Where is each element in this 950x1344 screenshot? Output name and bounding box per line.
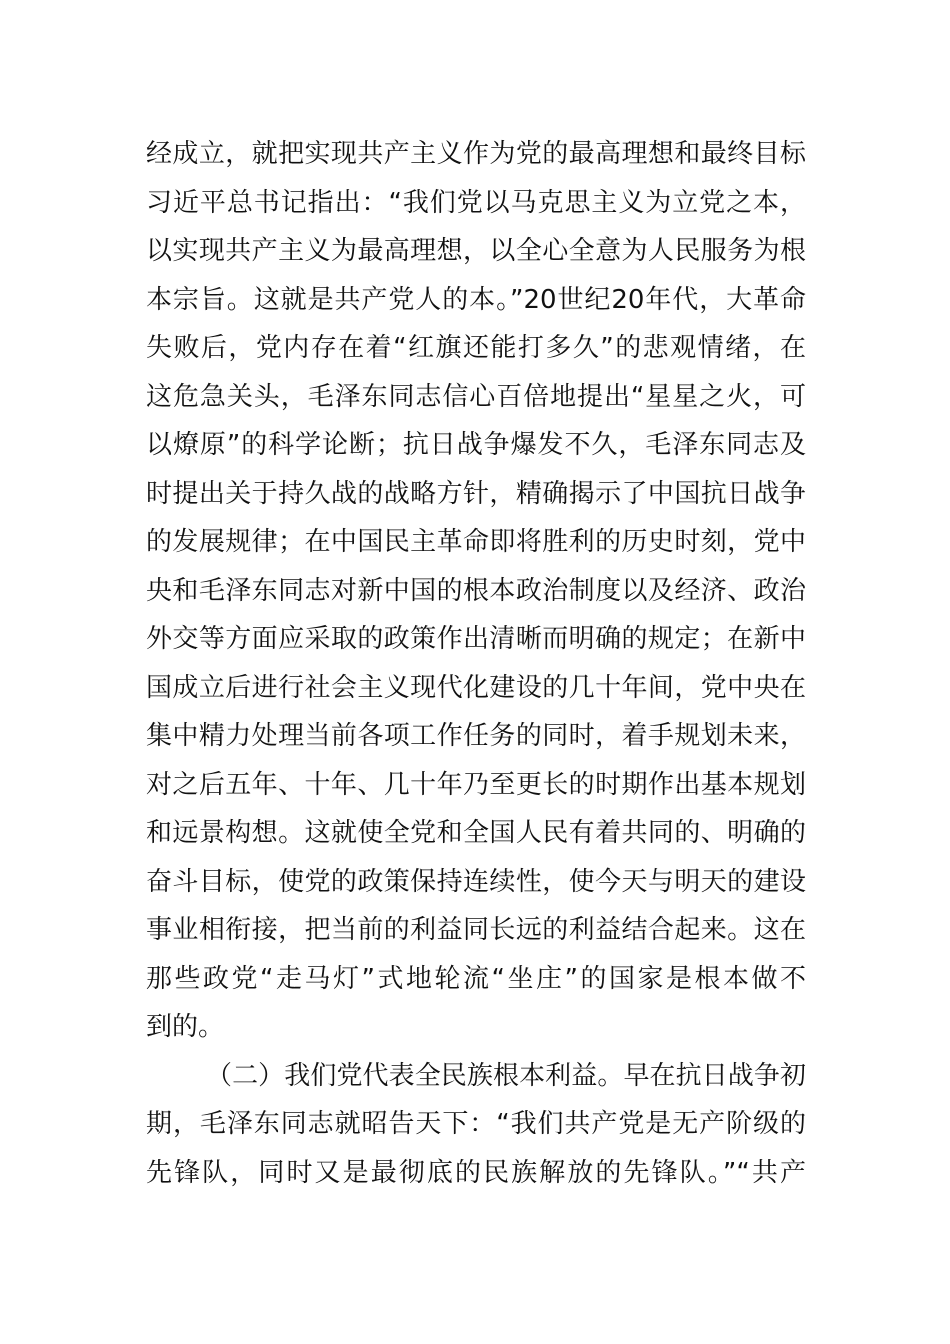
text-line: 习近平总书记指出：“我们党以马克思主义为立党之本，: [146, 187, 806, 218]
body-text: [146, 130, 806, 1197]
text-line: 本宗旨。这就是共产党人的本。”20世纪20年代，大革命: [146, 284, 806, 315]
text-line: 先锋队，同时又是最彻底的民族解放的先锋队。”“共产: [146, 1157, 806, 1188]
paragraph-1: [146, 130, 806, 1052]
text-line: 经成立，就把实现共产主义作为党的最高理想和最终目标: [146, 139, 806, 169]
text-line: 时提出关于持久战的战略方针，精确揭示了中国抗日战争: [146, 478, 806, 509]
text-line: 以燎原”的科学论断；抗日战争爆发不久，毛泽东同志及: [146, 430, 806, 460]
text-line: 奋斗目标，使党的政策保持连续性，使今天与明天的建设: [146, 866, 806, 897]
text-line: 的发展规律；在中国民主革命即将胜利的历史时刻，党中: [146, 527, 806, 557]
text-line: 期，毛泽东同志就昭告天下：“我们共产党是无产阶级的: [146, 1109, 806, 1139]
text-line: 那些政党“走马灯”式地轮流“坐庄”的国家是根本做不: [146, 963, 806, 994]
text-line: 以实现共产主义为最高理想，以全心全意为人民服务为根: [146, 236, 806, 266]
text-line: 对之后五年、十年、几十年乃至更长的时期作出基本规划: [146, 769, 806, 800]
text-line: 央和毛泽东同志对新中国的根本政治制度以及经济、政治: [146, 575, 806, 606]
text-line: 集中精力处理当前各项工作任务的同时，着手规划未来，: [146, 721, 806, 751]
text-line: 外交等方面应采取的政策作出清晰而明确的规定；在新中: [146, 624, 806, 654]
paragraph-2: [146, 1052, 806, 1198]
text-line: （二）我们党代表全民族根本利益。早在抗日战争初: [206, 1060, 806, 1091]
text-line: 和远景构想。这就使全党和全国人民有着共同的、明确的: [146, 818, 806, 848]
text-line: 国成立后进行社会主义现代化建设的几十年间，党中央在: [146, 672, 806, 703]
text-line: 到的。: [146, 1012, 225, 1042]
text-line: 失败后，党内存在着“红旗还能打多久”的悲观情绪，在: [146, 333, 806, 363]
text-line: 事业相衔接，把当前的利益同长远的利益结合起来。这在: [146, 915, 806, 945]
text-line: 这危急关头，毛泽东同志信心百倍地提出“星星之火，可: [146, 381, 806, 412]
